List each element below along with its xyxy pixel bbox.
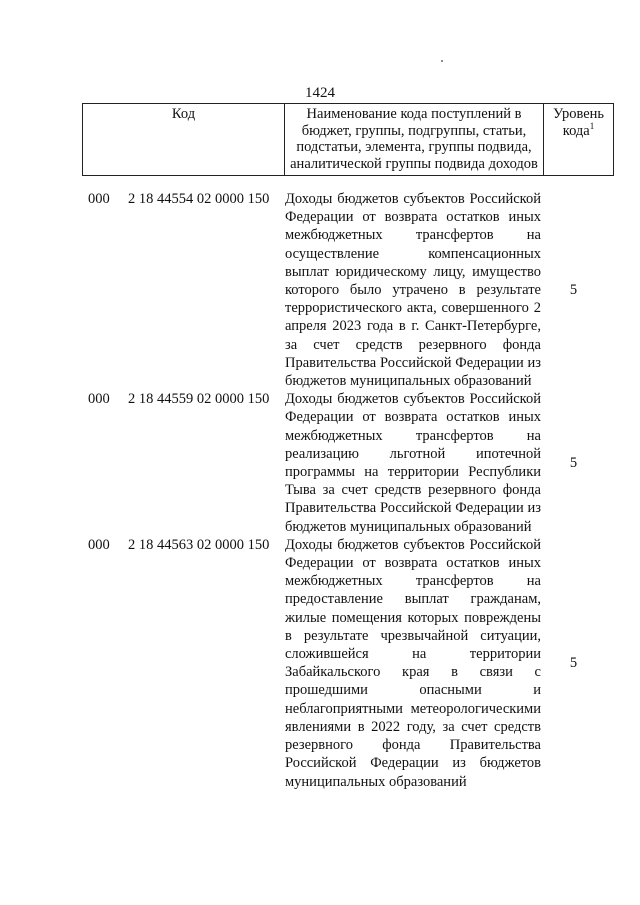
income-code: 2 18 44563 02 0000 150 bbox=[128, 536, 270, 553]
table-row bbox=[88, 390, 600, 536]
income-name: Доходы бюджетов субъектов Российской Федерации от возврата остатков иных межбюджетных трансфертов на осуществление компенсационных выплат юридическому лицу, имущество которого было утрачено в результате террористического акта, совершенного 2 апреля 2023 года в г. Санкт-Петербурге, за счет средств резервного фонда Правительства Российской Федерации из бюджетов муниципальных образований bbox=[285, 191, 541, 390]
footnote-marker: 1 bbox=[589, 120, 595, 131]
table-row bbox=[88, 536, 600, 791]
income-name: Доходы бюджетов субъектов Российской Федерации от возврата остатков иных межбюджетных трансфертов на предоставление выплат гражданам, жилые помещения которых повреждены в результате чрезвычайной ситуации, сложившейся на территории Забайкальского края в связи с прошедшими опасными и неблагоприятными метеорологическими явлениями в 2022 году, за счет средств резервного фонда Правительства Российской Федерации из бюджетов муниципальных образований bbox=[285, 536, 541, 790]
scan-speck bbox=[441, 60, 443, 62]
code-level: 5 bbox=[569, 282, 578, 299]
header-name bbox=[285, 104, 544, 176]
row-codes bbox=[88, 190, 285, 390]
admin-code: 000 bbox=[88, 191, 110, 207]
income-code: 2 18 44554 02 0000 150 bbox=[128, 191, 270, 207]
header-level-label: Уровень кода bbox=[552, 106, 605, 139]
code-level: 5 bbox=[569, 655, 578, 672]
page-number: 1424 bbox=[305, 85, 335, 101]
income-code: 2 18 44559 02 0000 150 bbox=[128, 391, 270, 408]
header-code-label: Код bbox=[171, 106, 196, 122]
table-header bbox=[82, 103, 614, 176]
header-code bbox=[83, 104, 285, 176]
table-body bbox=[88, 190, 600, 791]
admin-code: 000 bbox=[88, 391, 110, 408]
code-level: 5 bbox=[569, 454, 578, 471]
row-codes bbox=[88, 390, 285, 536]
row-codes bbox=[88, 536, 285, 791]
table-row bbox=[88, 190, 600, 390]
income-name: Доходы бюджетов субъектов Российской Федерации от возврата остатков иных межбюджетных трансфертов на реализацию льготной ипотечной программы на территории Республики Тыва за счет средств резервного фонда Правительства Российской Федерации из бюджетов муниципальных образований bbox=[285, 391, 541, 535]
header-level bbox=[544, 104, 614, 176]
header-name-label: Наименование кода поступлений в бюджет, группы, подгруппы, статьи, подстатьи, элемента, группы подвида, аналитической группы подвида доходов bbox=[290, 106, 538, 172]
admin-code: 000 bbox=[88, 536, 110, 553]
